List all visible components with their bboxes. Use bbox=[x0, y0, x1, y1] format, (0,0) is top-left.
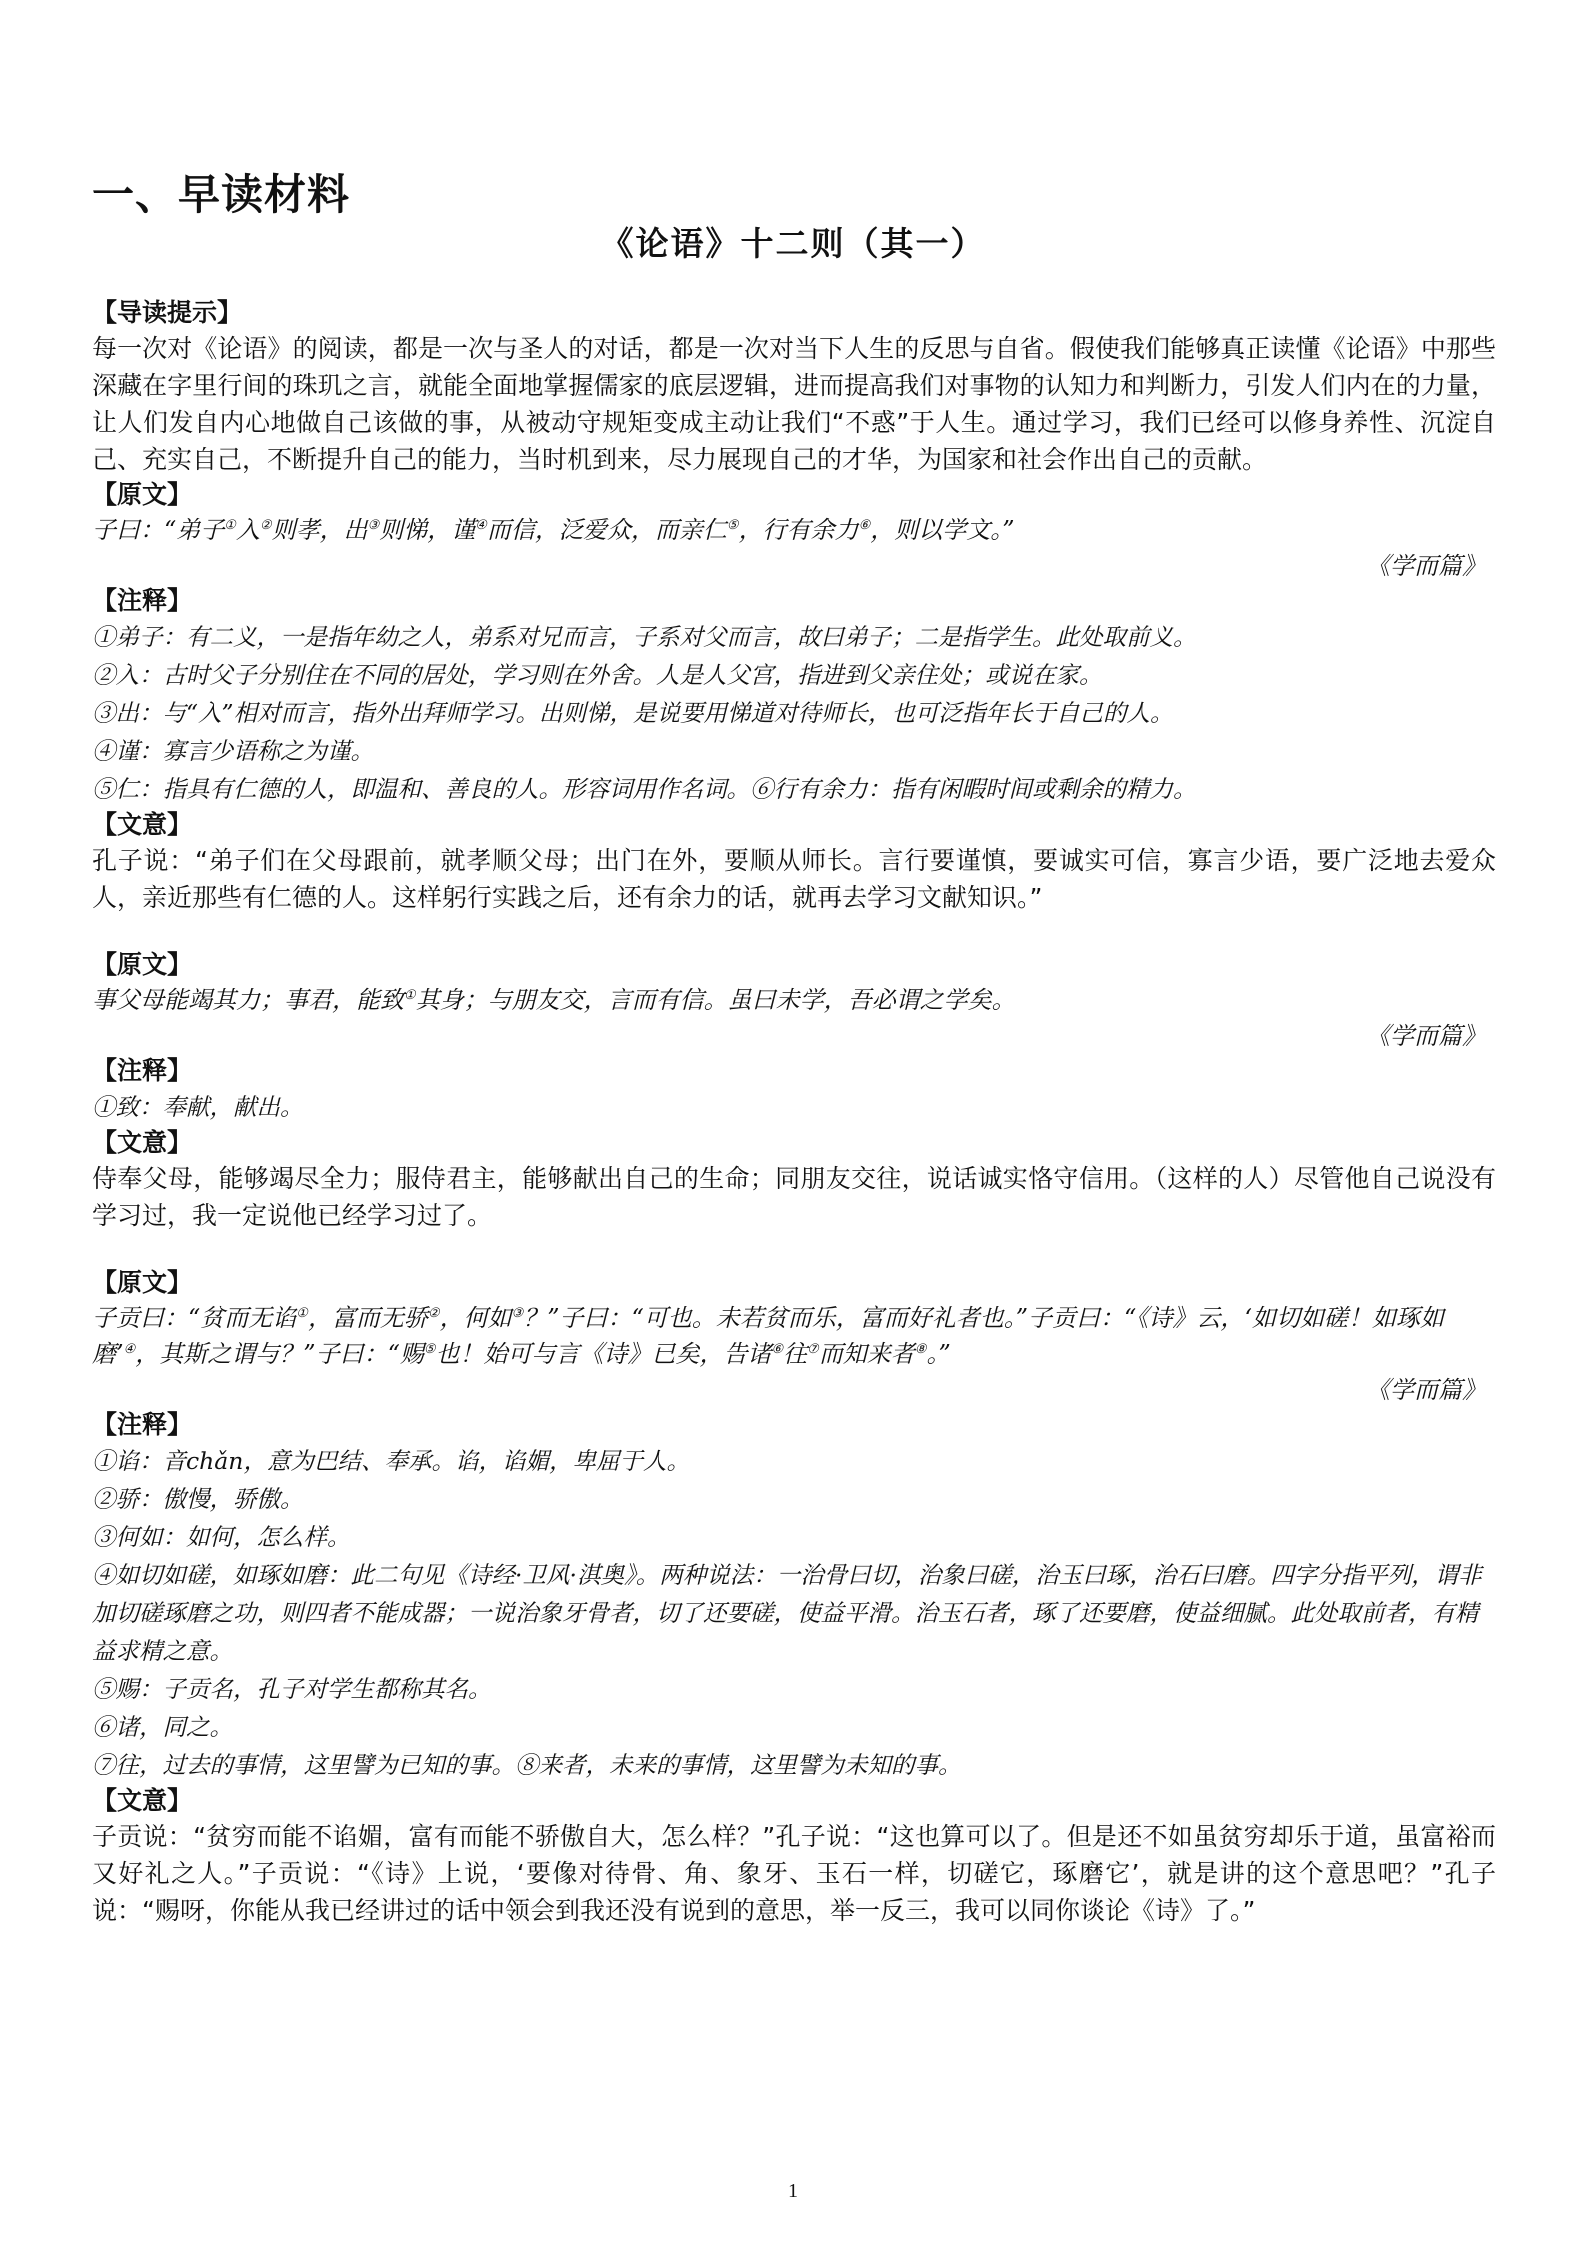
original-text bbox=[92, 1300, 1496, 1372]
note-item: ①谄：音chǎn，意为巴结、奉承。谄，谄媚，卑屈于人。 bbox=[92, 1447, 690, 1475]
footnote-mark: ⑥ bbox=[771, 1342, 784, 1357]
text-part: 而知来者 bbox=[818, 1340, 915, 1368]
document-body bbox=[92, 296, 1496, 1929]
note-item: ④如切如磋，如琢如磨：此二句见《诗经·卫风·淇奥》。两种说法：一治骨曰切，治象曰磋，治玉曰琢，治石曰磨。四字分指平列，谓非加切磋琢磨之功，则四者不能成器；一说治象牙骨者，切了还要磋，使益平滑。治玉石者，琢了还要磨，使益细腻。此处取前者，有精益求精之意。 bbox=[92, 1561, 1482, 1665]
meaning-label: 【文意】 bbox=[92, 810, 193, 839]
notes-label: 【注释】 bbox=[92, 586, 193, 615]
text-part: 也！始可与言《诗》已矣，告诸 bbox=[435, 1340, 772, 1368]
footnote-mark: ④ bbox=[123, 1342, 136, 1357]
note-item: ①致：奉献，献出。 bbox=[92, 1093, 304, 1121]
original-label: 【原文】 bbox=[92, 1268, 193, 1297]
passage-1 bbox=[92, 478, 1496, 916]
text-part: 事父母能竭其力；事君，能致 bbox=[92, 986, 404, 1014]
footnote-mark: ⑦ bbox=[807, 1342, 819, 1357]
original-label: 【原文】 bbox=[92, 950, 193, 979]
notes-label: 【注释】 bbox=[92, 1056, 193, 1085]
footnote-mark: ⑧ bbox=[914, 1342, 927, 1357]
meaning-label: 【文意】 bbox=[92, 1786, 193, 1815]
meaning-text: 子贡说：“贫穷而能不谄媚，富有而能不骄傲自大，怎么样？”孔子说：“这也算可以了。但是还不如虽贫穷却乐于道，虽富裕而又好礼之人。”子贡说：“《诗》上说，‘要像对待骨、角、象牙、玉石一样，切磋它，琢磨它’，就是讲的这个意思吧？”孔子说：“赐呀，你能从我已经讲过的话中领会到我还没有说到的意思，举一反三，我可以同你谈论《诗》了。” bbox=[92, 1822, 1496, 1925]
text-part: ，富而无骄 bbox=[307, 1304, 428, 1332]
footnote-mark: ⑤ bbox=[726, 518, 739, 533]
footnote-mark: ⑥ bbox=[858, 518, 871, 533]
source-citation: 《学而篇》 bbox=[1366, 1376, 1486, 1404]
text-part: ，其斯之谓与？”子曰：“赐 bbox=[135, 1340, 424, 1368]
source-citation: 《学而篇》 bbox=[1366, 552, 1486, 580]
guide-text: 每一次对《论语》的阅读，都是一次与圣人的对话，都是一次对当下人生的反思与自省。假使我们能够真正读懂《论语》中那些深藏在字里行间的珠玑之言，就能全面地掌握儒家的底层逻辑，进而提高我们对事物的认知力和判断力，引发人们内在的力量，让人们发自内心地做自己该做的事，从被动守规矩变成主动让我们“不惑”于人生。通过学习，我们已经可以修身养性、沉淀自己、充实自己，不断提升自己的能力，当时机到来，尽力展现自己的才华，为国家和社会作出自己的贡献。 bbox=[92, 334, 1496, 474]
note-item: ③何如：如何，怎么样。 bbox=[92, 1523, 351, 1551]
footnote-mark: ① bbox=[404, 988, 416, 1003]
text-part: ？”子曰：“可也。未若贫而乐，富而好礼者也。”子贡曰：“《诗》云，‘如切如磋！如琢如磨’ bbox=[92, 1304, 1444, 1368]
page-number: 1 bbox=[788, 2180, 798, 2202]
meaning-text: 孔子说：“弟子们在父母跟前，就孝顺父母；出门在外，要顺从师长。言行要谨慎，要诚实可信，寡言少语，要广泛地去爱众人，亲近那些有仁德的人。这样躬行实践之后，还有余力的话，就再去学习文献知识。” bbox=[92, 846, 1496, 912]
original-text bbox=[92, 982, 1496, 1018]
text-part: 则孝，出 bbox=[271, 516, 368, 544]
guide-label: 【导读提示】 bbox=[92, 298, 243, 327]
note-item: ⑤赐：子贡名，孔子对学生都称其名。 bbox=[92, 1675, 492, 1703]
text-part: 往 bbox=[783, 1340, 808, 1368]
passage-3 bbox=[92, 1266, 1496, 1929]
original-text bbox=[92, 512, 1496, 548]
notes-label: 【注释】 bbox=[92, 1410, 193, 1439]
text-part: 子贡曰：“贫而无谄 bbox=[92, 1304, 297, 1332]
text-part: 入 bbox=[235, 516, 260, 544]
text-part: 其身；与朋友交，言而有信。虽曰未学，吾必谓之学矣。 bbox=[415, 986, 1016, 1014]
text-part: 则悌，谨 bbox=[379, 516, 476, 544]
meaning-text: 侍奉父母，能够竭尽全力；服侍君主，能够献出自己的生命；同朋友交往，说话诚实恪守信用。（这样的人）尽管他自己说没有学习过，我一定说他已经学习过了。 bbox=[92, 1164, 1496, 1230]
footnote-mark: ① bbox=[296, 1306, 308, 1321]
text-part: ，行有余力 bbox=[738, 516, 859, 544]
note-item: ②入：古时父子分别住在不同的居处，学习则在外舍。人是人父宫，指进到父亲住处；或说在家。 bbox=[92, 661, 1103, 689]
footnote-mark: ② bbox=[427, 1306, 440, 1321]
source-citation: 《学而篇》 bbox=[1366, 1022, 1486, 1050]
text-part: 而信，泛爱众，而亲仁 bbox=[486, 516, 727, 544]
footnote-mark: ③ bbox=[367, 518, 380, 533]
note-item: ⑦往，过去的事情，这里譬为已知的事。⑧来者，未来的事情，这里譬为未知的事。 bbox=[92, 1751, 962, 1779]
footnote-mark: ⑤ bbox=[423, 1342, 436, 1357]
footnote-mark: ② bbox=[259, 518, 272, 533]
original-label: 【原文】 bbox=[92, 480, 193, 509]
document-title: 《论语》十二则（其一） bbox=[600, 224, 986, 263]
footnote-mark: ③ bbox=[511, 1306, 524, 1321]
text-part: 子曰：“弟子 bbox=[92, 516, 225, 544]
text-part: ，何如 bbox=[439, 1304, 512, 1332]
note-item: ③出：与“入”相对而言，指外出拜师学习。出则悌，是说要用悌道对待师长，也可泛指年长于自己的人。 bbox=[92, 699, 1174, 727]
text-part: ，则以学文。” bbox=[870, 516, 1015, 544]
note-item: ⑤仁：指具有仁德的人，即温和、善良的人。形容词用作名词。⑥行有余力：指有闲暇时间或剩余的精力。 bbox=[92, 775, 1197, 803]
section-heading: 一、早读材料 bbox=[92, 170, 351, 219]
note-item: ④谨：寡言少语称之为谨。 bbox=[92, 737, 374, 765]
meaning-label: 【文意】 bbox=[92, 1128, 193, 1157]
footnote-mark: ④ bbox=[475, 518, 487, 533]
note-item: ①弟子：有二义，一是指年幼之人，弟系对兄而言，子系对父而言，故曰弟子；二是指学生。此处取前义。 bbox=[92, 623, 1197, 651]
note-item: ⑥诸，同之。 bbox=[92, 1713, 233, 1741]
note-item: ②骄：傲慢，骄傲。 bbox=[92, 1485, 304, 1513]
footnote-mark: ① bbox=[224, 518, 236, 533]
text-part: 。” bbox=[926, 1340, 951, 1368]
passage-2 bbox=[92, 948, 1496, 1234]
